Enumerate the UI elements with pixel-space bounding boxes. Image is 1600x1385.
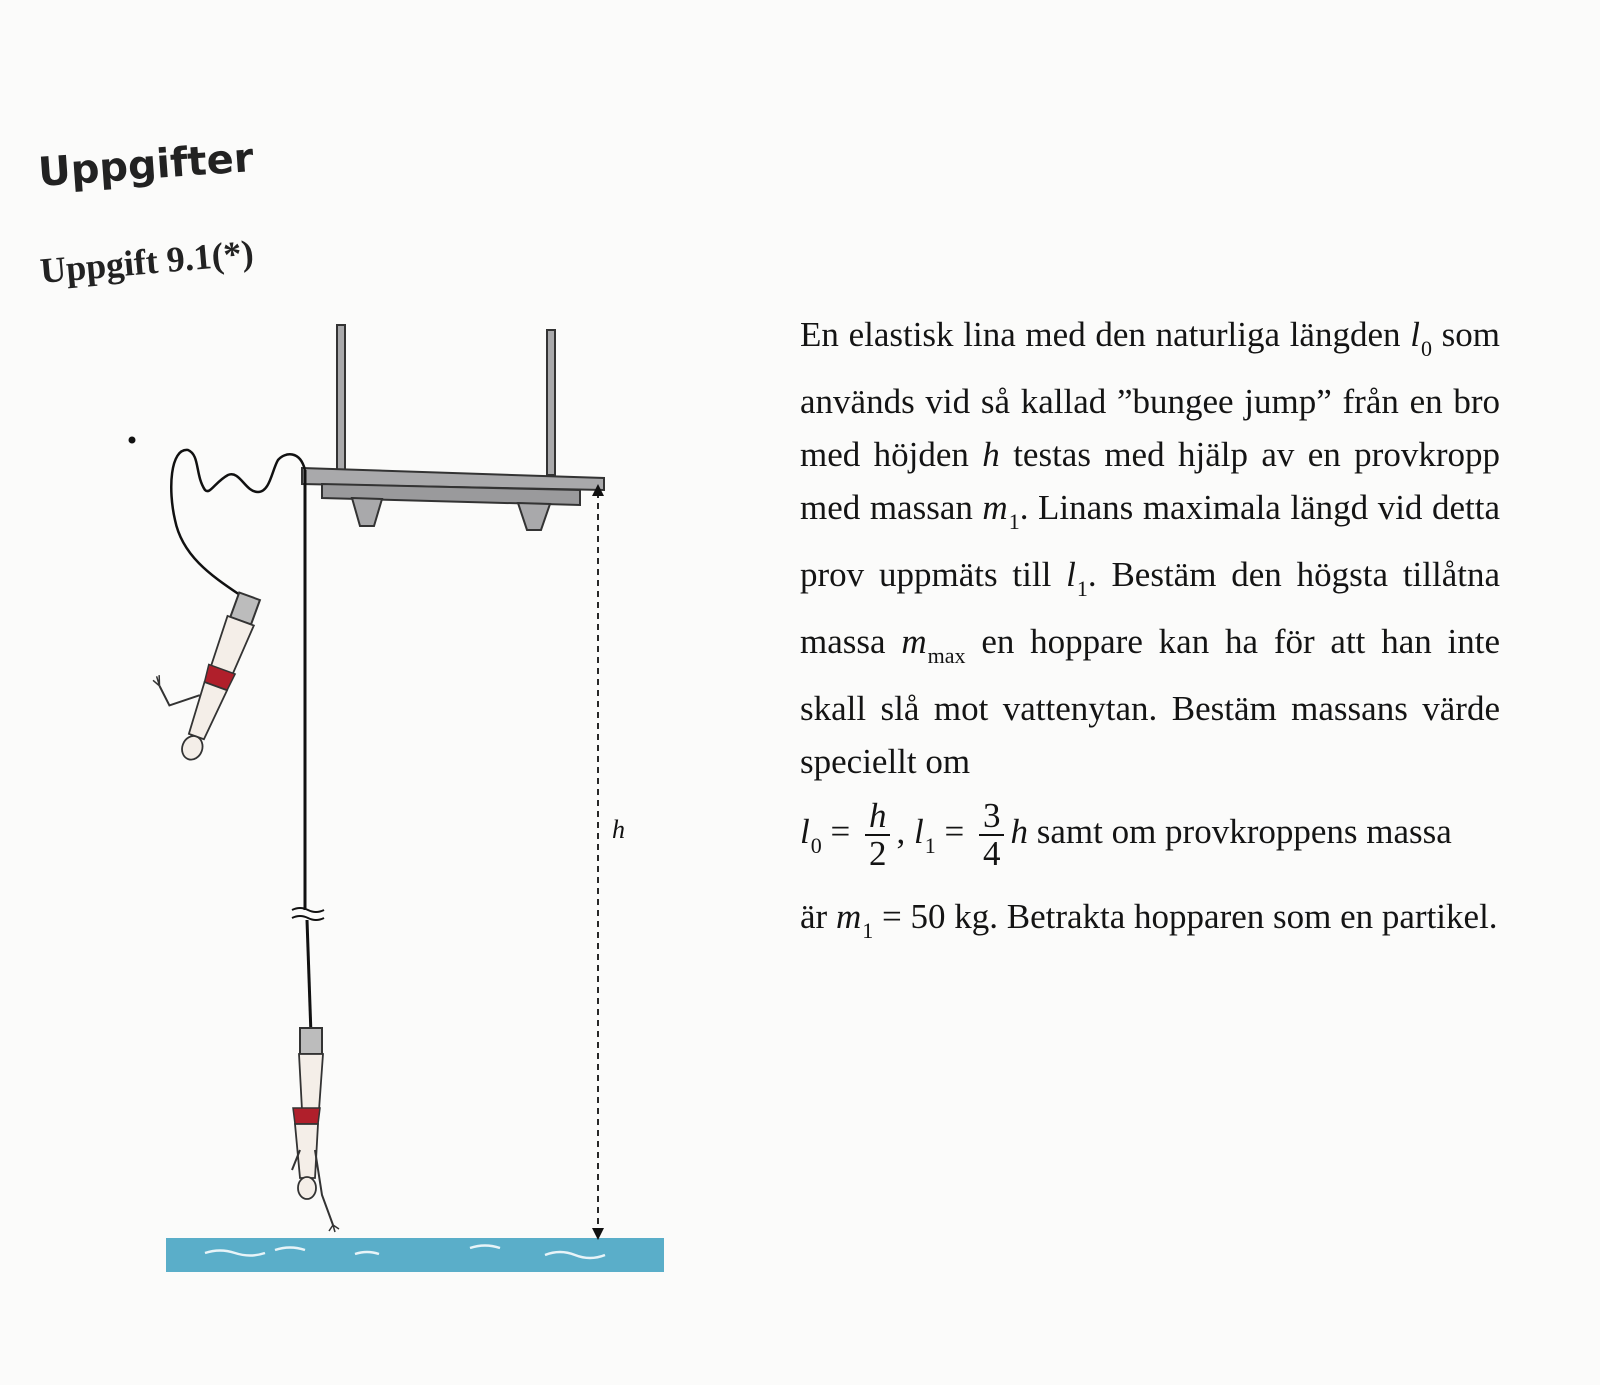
jumper-icon	[132, 575, 263, 765]
bridge-icon	[302, 325, 604, 530]
water-icon	[166, 1238, 664, 1272]
fraction-3-over-4: $\frac{3}{4}$	[979, 798, 1005, 872]
var-m1: $m_1$	[982, 488, 1020, 534]
jumper-icon	[292, 1028, 339, 1232]
problem-text-7: samt om provkroppens massa	[1036, 812, 1452, 851]
mass-value: = 50 kg	[881, 897, 990, 936]
var-mmax: $m_{max}$	[901, 622, 966, 668]
problem-text-1: En elastisk lina med den naturliga längden	[800, 315, 1401, 354]
problem-text-8: är	[800, 897, 828, 936]
height-label: h	[612, 815, 625, 844]
condition-equation: $l_0$ = $\frac{h}{2}$ , $l_1$ = $\frac{3}{4}$ h samt om provkroppens massa	[800, 795, 1452, 873]
problem-text-5: . Bestäm den högsta tillåtna massa	[800, 555, 1501, 661]
var-m1: $m_1$	[835, 897, 874, 943]
bungee-cord-icon	[129, 437, 325, 1036]
var-l0: $l_0$	[1410, 315, 1432, 361]
problem-text-2: som används vid så kallad ”bungee jump” från en bro med höjden	[800, 315, 1501, 474]
problem-text	[800, 308, 1500, 957]
problem-text-9: . Betrakta hopparen som en partikel.	[989, 897, 1498, 936]
bungee-figure	[0, 0, 760, 1385]
var-h: h	[982, 435, 1000, 474]
problem-text-4: . Linans maximala längd vid detta prov uppmäts till	[800, 488, 1501, 594]
section-title: Uppgifter	[36, 135, 255, 196]
problem-text-3: testas med hjälp av en provkropp med massan	[800, 435, 1500, 527]
var-l1: $l_1$	[1066, 555, 1088, 601]
task-title: Uppgift 9.1(*)	[38, 232, 256, 292]
problem-text-6: en hoppare kan ha för att han inte skall slå mot vattenytan. Bestäm massans värde speciellt om	[800, 622, 1501, 781]
height-dimension	[592, 484, 604, 1240]
fraction-h-over-2: $\frac{h}{2}$	[865, 798, 891, 872]
